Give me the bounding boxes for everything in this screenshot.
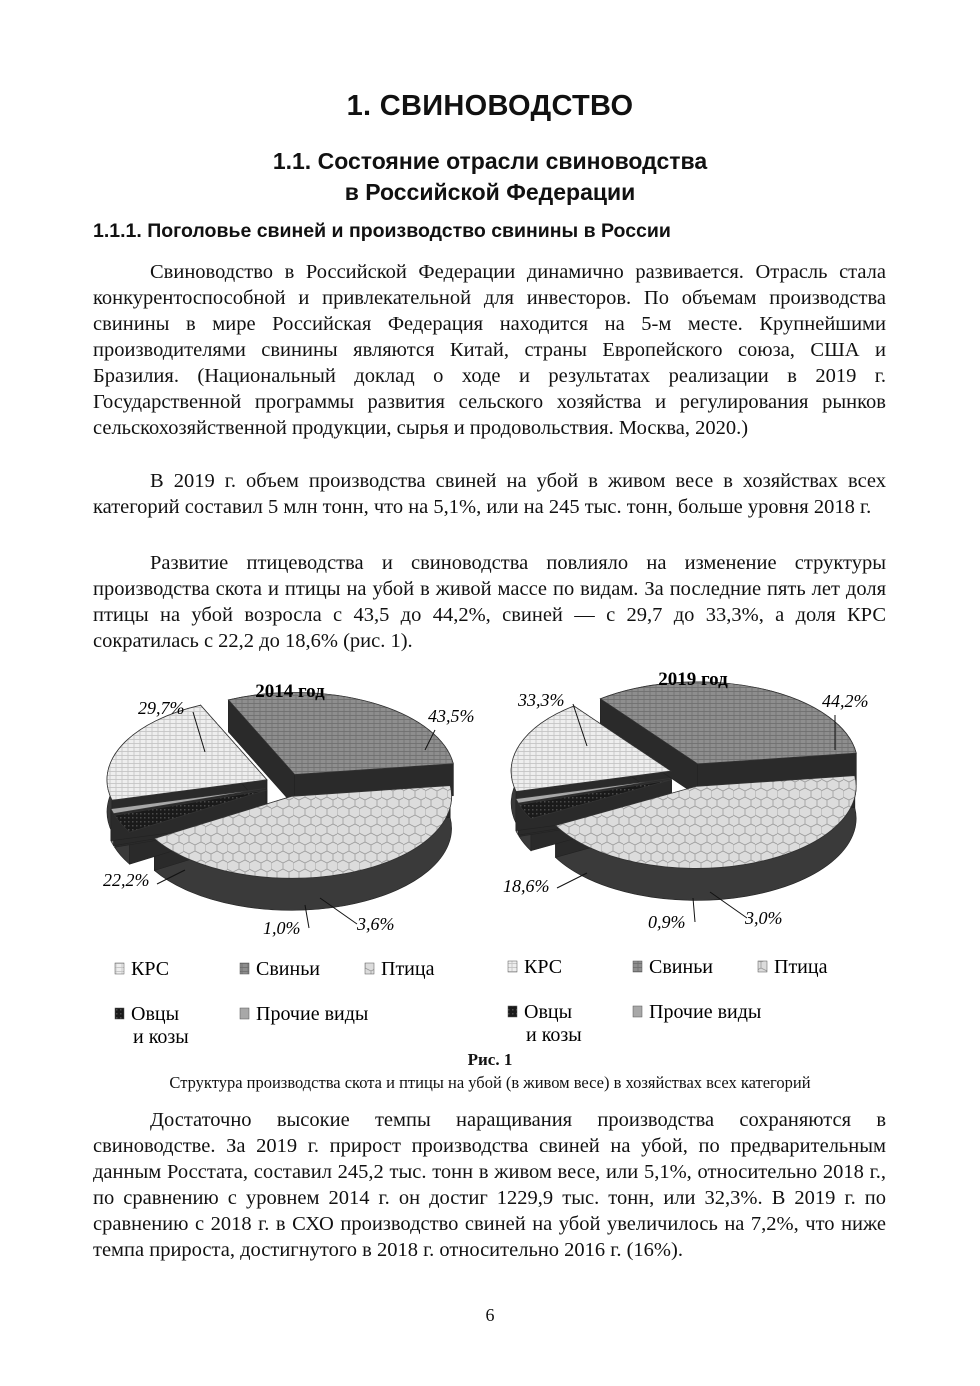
- legend-swatch-other: [633, 1006, 642, 1017]
- data-label-poultry: 43,5%: [428, 706, 475, 726]
- leader-line-krs: [557, 873, 587, 888]
- legend-label-sheep-line2: и козы: [526, 1024, 582, 1046]
- legend-swatch-sheep: [115, 1008, 124, 1019]
- chart-title: 2014 год: [255, 681, 325, 702]
- paragraph-3: Развитие птицеводства и свиноводства повлияло на изменение структуры производства скота и птицы на убой в живой массе по видам. За последние пять лет доля птицы на убой возросла с 43,5 до 44,2%, свиней — с 29,7 до 33,3%, а доля КРС сократилась с 22,2 до 18,6% (рис. 1).: [93, 552, 886, 652]
- legend-swatch-poultry: [365, 963, 374, 974]
- legend-swatch-pigs: [240, 963, 249, 974]
- legend-label-other: Прочие виды: [649, 1001, 762, 1023]
- legend-label-krs: КРС: [524, 956, 563, 978]
- legend-swatch-poultry: [758, 961, 767, 972]
- pie-charts-svg: [95, 660, 895, 1055]
- paragraph-4: Достаточно высокие темпы наращивания производства сохраняются в свиноводстве. За 2019 г. прирост производства свиней на убой, по предварительным данным Росстата, составил 245,2 тыс. тонн в живом весе, или 5,1%, относительно 2018 г., по сравнению с уровнем 2014 г. он достиг 1229,9 тыс. тонн, или 32,3%. В 2019 г. по сравнению с 2018 г. в СХО производство свиней на убой увеличилось на 7,2%, что ниже темпа прироста, достигнутого в 2018 г. относительно 2016 г. (16%).: [93, 1109, 886, 1261]
- section-title: [0, 146, 980, 208]
- legend-label-sheep: Овцы: [131, 1003, 180, 1025]
- chapter-title: 1. СВИНОВОДСТВО: [346, 90, 634, 122]
- section-title-line-1: 1.1. Состояние отрасли свиноводства: [272, 148, 708, 174]
- data-label-sheep: 3,0%: [745, 908, 783, 928]
- legend-label-poultry: Птица: [381, 958, 435, 980]
- figure-caption: Структура производства скота и птицы на убой (в живом весе) в хозяйствах всех категорий: [169, 1073, 811, 1092]
- legend-label-other: Прочие виды: [256, 1003, 369, 1025]
- data-label-sheep: 3,6%: [357, 914, 395, 934]
- legend-swatch-krs: [508, 961, 517, 972]
- data-label-pigs: 33,3%: [518, 690, 565, 710]
- legend-label-pigs: Свиньи: [649, 956, 714, 978]
- data-label-other: 0,9%: [648, 912, 686, 932]
- pie-charts-figure: [95, 660, 895, 1055]
- pie-chart-2014: [103, 681, 475, 1048]
- data-label-pigs: 29,7%: [138, 698, 185, 718]
- legend-label-pigs: Свиньи: [256, 958, 321, 980]
- section-title-line-2: в Российской Федерации: [344, 179, 636, 205]
- subsection-title: 1.1.1. Поголовье свиней и производство свинины в России: [93, 220, 671, 242]
- page-number: 6: [485, 1305, 495, 1325]
- chart-title: 2019 год: [658, 669, 728, 690]
- legend-swatch-sheep: [508, 1006, 517, 1017]
- legend-label-krs: КРС: [131, 958, 170, 980]
- legend-swatch-other: [240, 1008, 249, 1019]
- data-label-other: 1,0%: [263, 918, 301, 938]
- data-label-krs: 22,2%: [103, 870, 150, 890]
- legend-label-poultry: Птица: [774, 956, 828, 978]
- leader-line-other: [693, 898, 695, 922]
- legend-label-sheep-line2: и козы: [133, 1026, 189, 1048]
- legend-label-sheep: Овцы: [524, 1001, 573, 1023]
- legend-swatch-krs: [115, 963, 124, 974]
- data-label-poultry: 44,2%: [822, 691, 869, 711]
- paragraph-2: В 2019 г. объем производства свиней на убой в живом весе в хозяйствах всех категорий составил 5 млн тонн, что на 5,1%, или на 245 тыс. тонн, больше уровня 2018 г.: [93, 470, 886, 518]
- legend-swatch-pigs: [633, 961, 642, 972]
- figure-title: Рис. 1: [467, 1050, 513, 1069]
- data-label-krs: 18,6%: [503, 876, 550, 896]
- paragraph-1: Свиноводство в Российской Федерации динамично развивается. Отрасль стала конкурентоспособной и привлекательной для инвесторов. По объемам производства свинины в мире Российская Федерация находится на 5-м месте. Крупнейшими производителями свинины являются Китай, страны Европейского союза, США и Бразилия. (Национальный доклад о ходе и результатах реализации в 2019 г. Государственной программы развития сельского хозяйства и регулирования рынков сельскохозяйственной продукции, сырья и продовольствия. Москва, 2020.): [93, 261, 886, 439]
- pie-chart-2019: [503, 669, 869, 1046]
